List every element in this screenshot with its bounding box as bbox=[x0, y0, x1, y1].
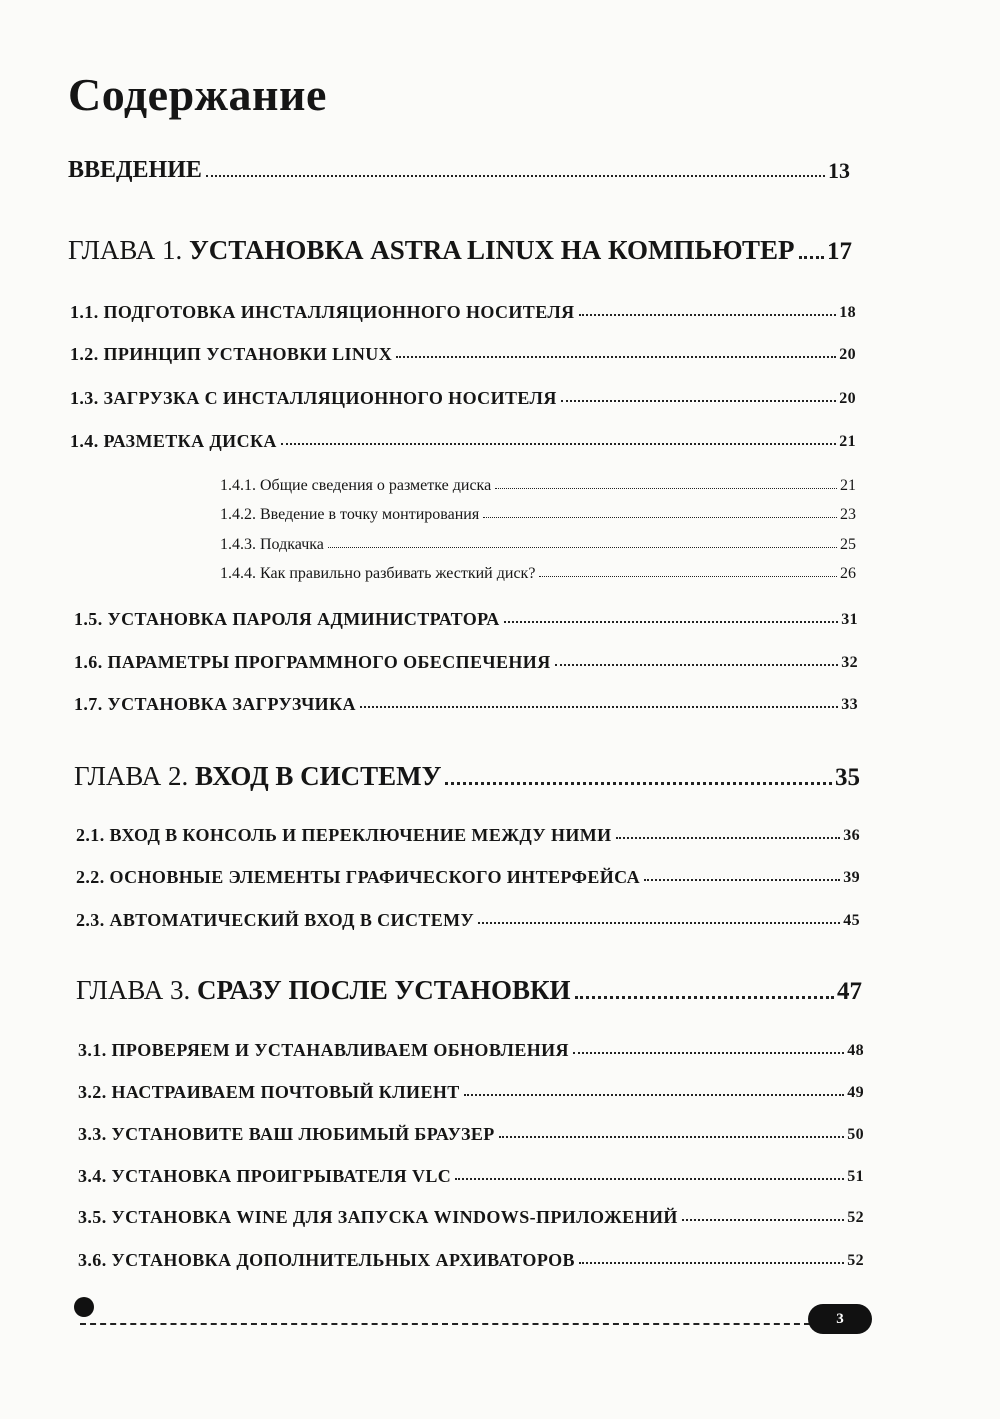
bullet-icon bbox=[74, 1297, 94, 1317]
toc-entry-page: 52 bbox=[847, 1209, 864, 1226]
toc-entry-title: 1.2. ПРИНЦИП УСТАНОВКИ LINUX bbox=[70, 344, 393, 364]
toc-entry-page: 13 bbox=[828, 158, 850, 183]
dot-leader bbox=[499, 1136, 844, 1138]
toc-chapter-3[interactable] bbox=[76, 977, 862, 1004]
dot-leader bbox=[281, 443, 836, 445]
toc-entry-title: 1.3. ЗАГРУЗКА С ИНСТАЛЛЯЦИОННОГО НОСИТЕЛЯ bbox=[70, 388, 557, 408]
toc-entry-title: 1.4.1. Общие сведения о разметке диска bbox=[220, 477, 492, 494]
toc-entry-page: 21 bbox=[839, 433, 856, 450]
toc-section-3-6[interactable] bbox=[78, 1251, 864, 1269]
toc-section-3-3[interactable] bbox=[78, 1125, 864, 1143]
dot-leader bbox=[575, 996, 834, 999]
toc-entry-page: 32 bbox=[841, 654, 858, 671]
toc-entry-page: 47 bbox=[837, 978, 862, 1005]
toc-section-3-5[interactable] bbox=[78, 1208, 864, 1226]
chapter-label: ГЛАВА 1. bbox=[68, 235, 183, 265]
toc-entry-page: 49 bbox=[847, 1084, 864, 1101]
dot-leader bbox=[644, 879, 840, 881]
toc-entry-title: 3.5. УСТАНОВКА WINE ДЛЯ ЗАПУСКА WINDOWS-ПРИЛОЖЕНИЙ bbox=[78, 1207, 678, 1227]
toc-section-1-6[interactable] bbox=[74, 653, 858, 671]
toc-entry-intro[interactable] bbox=[68, 158, 850, 182]
dot-leader bbox=[682, 1219, 844, 1221]
dot-leader bbox=[561, 400, 836, 402]
toc-entry-page: 33 bbox=[841, 696, 858, 713]
toc-section-1-4[interactable] bbox=[70, 432, 856, 450]
toc-subsection-1-4-2[interactable] bbox=[220, 507, 856, 523]
toc-section-1-2[interactable] bbox=[70, 345, 856, 363]
dot-leader bbox=[799, 256, 824, 259]
toc-entry-page: 39 bbox=[843, 869, 860, 886]
dot-leader bbox=[445, 782, 832, 785]
dot-leader bbox=[455, 1178, 844, 1180]
toc-entry-page: 18 bbox=[839, 304, 856, 321]
toc-entry-title: 1.1. ПОДГОТОВКА ИНСТАЛЛЯЦИОННОГО НОСИТЕЛЯ bbox=[70, 302, 575, 322]
dot-leader bbox=[360, 706, 838, 708]
toc-entry-page: 31 bbox=[841, 611, 858, 628]
dot-leader bbox=[478, 922, 840, 924]
toc-section-3-2[interactable] bbox=[78, 1083, 864, 1101]
toc-entry-page: 45 bbox=[843, 912, 860, 929]
page-title: Содержание bbox=[68, 69, 327, 120]
toc-entry-title: 1.4.2. Введение в точку монтирования bbox=[220, 506, 480, 523]
toc-section-2-1[interactable] bbox=[76, 826, 860, 844]
dot-leader bbox=[328, 547, 837, 548]
toc-section-1-5[interactable] bbox=[74, 610, 858, 628]
toc-entry-title: 3.4. УСТАНОВКА ПРОИГРЫВАТЕЛЯ VLC bbox=[78, 1166, 452, 1186]
dot-leader bbox=[539, 576, 837, 577]
toc-chapter-1[interactable] bbox=[68, 237, 852, 264]
toc-entry-page: 36 bbox=[843, 827, 860, 844]
toc-subsection-1-4-3[interactable] bbox=[220, 537, 856, 553]
dot-leader bbox=[495, 488, 837, 489]
toc-entry-page: 20 bbox=[839, 346, 856, 363]
toc-entry-title: 1.7. УСТАНОВКА ЗАГРУЗЧИКА bbox=[74, 694, 356, 714]
toc-entry-page: 50 bbox=[847, 1126, 864, 1143]
toc-entry-title: ВВЕДЕНИЕ bbox=[68, 157, 202, 183]
toc-entry-page: 25 bbox=[840, 536, 856, 553]
toc-entry-page: 20 bbox=[839, 390, 856, 407]
dot-leader bbox=[573, 1052, 844, 1054]
chapter-label: ГЛАВА 2. bbox=[74, 761, 189, 791]
chapter-label: ГЛАВА 3. bbox=[76, 975, 191, 1005]
chapter-title: ВХОД В СИСТЕМУ bbox=[194, 761, 442, 791]
toc-entry-title: 2.1. ВХОД В КОНСОЛЬ И ПЕРЕКЛЮЧЕНИЕ МЕЖДУ НИМИ bbox=[76, 825, 612, 845]
toc-entry-page: 48 bbox=[847, 1042, 864, 1059]
dot-leader bbox=[579, 314, 837, 316]
toc-entry-title: 1.4.4. Как правильно разбивать жесткий диск? bbox=[220, 565, 536, 582]
toc-section-1-3[interactable] bbox=[70, 389, 856, 407]
toc-entry-title: 3.1. ПРОВЕРЯЕМ И УСТАНАВЛИВАЕМ ОБНОВЛЕНИЯ bbox=[78, 1040, 569, 1060]
footer-rule bbox=[80, 1323, 810, 1325]
dot-leader bbox=[464, 1094, 845, 1096]
toc-section-2-3[interactable] bbox=[76, 911, 860, 929]
toc-chapter-2[interactable] bbox=[74, 763, 860, 790]
toc-entry-title: 3.6. УСТАНОВКА ДОПОЛНИТЕЛЬНЫХ АРХИВАТОРОВ bbox=[78, 1250, 575, 1270]
dot-leader bbox=[555, 664, 839, 666]
toc-entry-page: 35 bbox=[835, 764, 860, 791]
toc-section-2-2[interactable] bbox=[76, 868, 860, 886]
toc-entry-title: 3.3. УСТАНОВИТЕ ВАШ ЛЮБИМЫЙ БРАУЗЕР bbox=[78, 1124, 495, 1144]
page-number-badge: 3 bbox=[808, 1304, 872, 1334]
chapter-title: СРАЗУ ПОСЛЕ УСТАНОВКИ bbox=[196, 975, 571, 1005]
toc-entry-title: 1.6. ПАРАМЕТРЫ ПРОГРАММНОГО ОБЕСПЕЧЕНИЯ bbox=[74, 652, 551, 672]
toc-entry-page: 26 bbox=[840, 565, 856, 582]
toc-entry-title: 2.2. ОСНОВНЫЕ ЭЛЕМЕНТЫ ГРАФИЧЕСКОГО ИНТЕРФЕЙСА bbox=[76, 867, 641, 887]
toc-entry-title: 1.4.3. Подкачка bbox=[220, 536, 324, 553]
toc-entry-page: 17 bbox=[827, 238, 852, 265]
toc-entry-page: 21 bbox=[840, 477, 856, 494]
toc-entry-title: 1.4. РАЗМЕТКА ДИСКА bbox=[70, 431, 277, 451]
dot-leader bbox=[616, 837, 841, 839]
toc-section-1-1[interactable] bbox=[70, 303, 856, 321]
chapter-title: УСТАНОВКА ASTRA LINUX НА КОМПЬЮТЕР bbox=[188, 235, 795, 265]
dot-leader bbox=[206, 175, 825, 177]
toc-section-3-1[interactable] bbox=[78, 1041, 864, 1059]
toc-entry-title: 3.2. НАСТРАИВАЕМ ПОЧТОВЫЙ КЛИЕНТ bbox=[78, 1082, 460, 1102]
dot-leader bbox=[579, 1262, 844, 1264]
dot-leader bbox=[396, 356, 836, 358]
toc-entry-title: 1.5. УСТАНОВКА ПАРОЛЯ АДМИНИСТРАТОРА bbox=[74, 609, 500, 629]
toc-entry-page: 52 bbox=[847, 1252, 864, 1269]
dot-leader bbox=[483, 517, 837, 518]
toc-subsection-1-4-1[interactable] bbox=[220, 478, 856, 494]
toc-entry-page: 23 bbox=[840, 506, 856, 523]
toc-entry-title: 2.3. АВТОМАТИЧЕСКИЙ ВХОД В СИСТЕМУ bbox=[76, 910, 475, 930]
toc-subsection-1-4-4[interactable] bbox=[220, 566, 856, 582]
toc-section-1-7[interactable] bbox=[74, 695, 858, 713]
dot-leader bbox=[504, 621, 839, 623]
toc-section-3-4[interactable] bbox=[78, 1167, 864, 1185]
toc-entry-page: 51 bbox=[847, 1168, 864, 1185]
